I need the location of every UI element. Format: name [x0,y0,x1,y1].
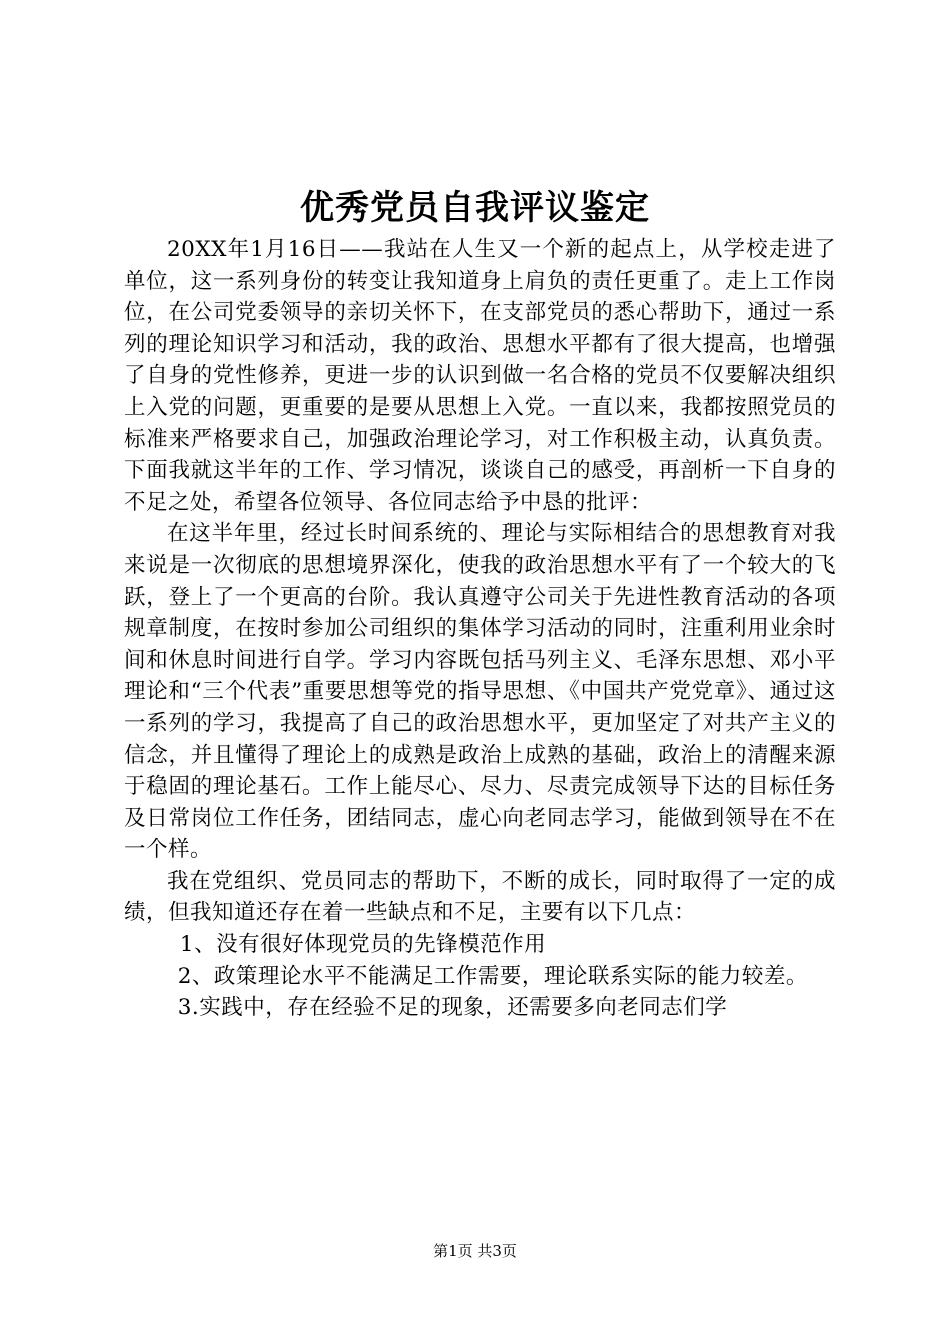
list-item-2: 2、政策理论水平不能满足工作需要，理论联系实际的能力较差。 [177,963,808,989]
document-title: 优秀党员自我评议鉴定 [300,188,650,228]
paragraph-shortcomings: 我在党组织、党员同志的帮助下，不断的成长，同时取得了一定的成绩，但我知道还存在着一些缺点和不足，主要有以下几点： [124,868,836,926]
paragraph-intro: 20XX年1月16日——我站在人生又一个新的起点上，从学校走进了单位，这一系列身份的转变让我知道身上肩负的责任更重了。走上工作岗位，在公司党委领导的亲切关怀下，在支部党员的悉心帮助下，通过一系列的理论知识学习和活动，我的政治、思想水平都有了很大提高，也增强了自身的党性修养，更进一步的认识到做一名合格的党员不仅要解决组织上入党的问题，更重要的是要从思想上入党。一直以来，我都按照党员的标准来严格要求自己，加强政治理论学习，对工作积极主动，认真负责。下面我就这半年的工作、学习情况，谈谈自己的感受，再剖析一下自身的不足之处，希望各位领导、各位同志给予中恳的批评： [124,237,836,515]
list-item-3: 3.实践中，存在经验不足的现象，还需要多向老同志们学 [177,995,728,1021]
list-item-1: 1、没有很好体现党员的先锋模范作用 [179,932,547,958]
page-number: 第1页 共3页 [433,1242,517,1260]
paragraph-study: 在这半年里，经过长时间系统的、理论与实际相结合的思想教育对我来说是一次彻底的思想境界深化，使我的政治思想水平有了一个较大的飞跃，登上了一个更高的台阶。我认真遵守公司关于先进性教育活动的各项规章制度，在按时参加公司组织的集体学习活动的同时，注重利用业余时间和休息时间进行自学。学习内容既包括马列主义、毛泽东思想、邓小平理论和“三个代表”重要思想等党的指导思想、《中国共产党党章》、通过这一系列的学习，我提高了自己的政治思想水平，更加坚定了对共产主义的信念，并且懂得了理论上的成熟是政治上成熟的基础，政治上的清醒来源于稳固的理论基石。工作上能尽心、尽力、尽责完成领导下达的目标任务及日常岗位工作任务，团结同志，虚心向老同志学习，能做到领导在不在一个样。 [124,521,836,863]
document-body [124,234,836,1024]
